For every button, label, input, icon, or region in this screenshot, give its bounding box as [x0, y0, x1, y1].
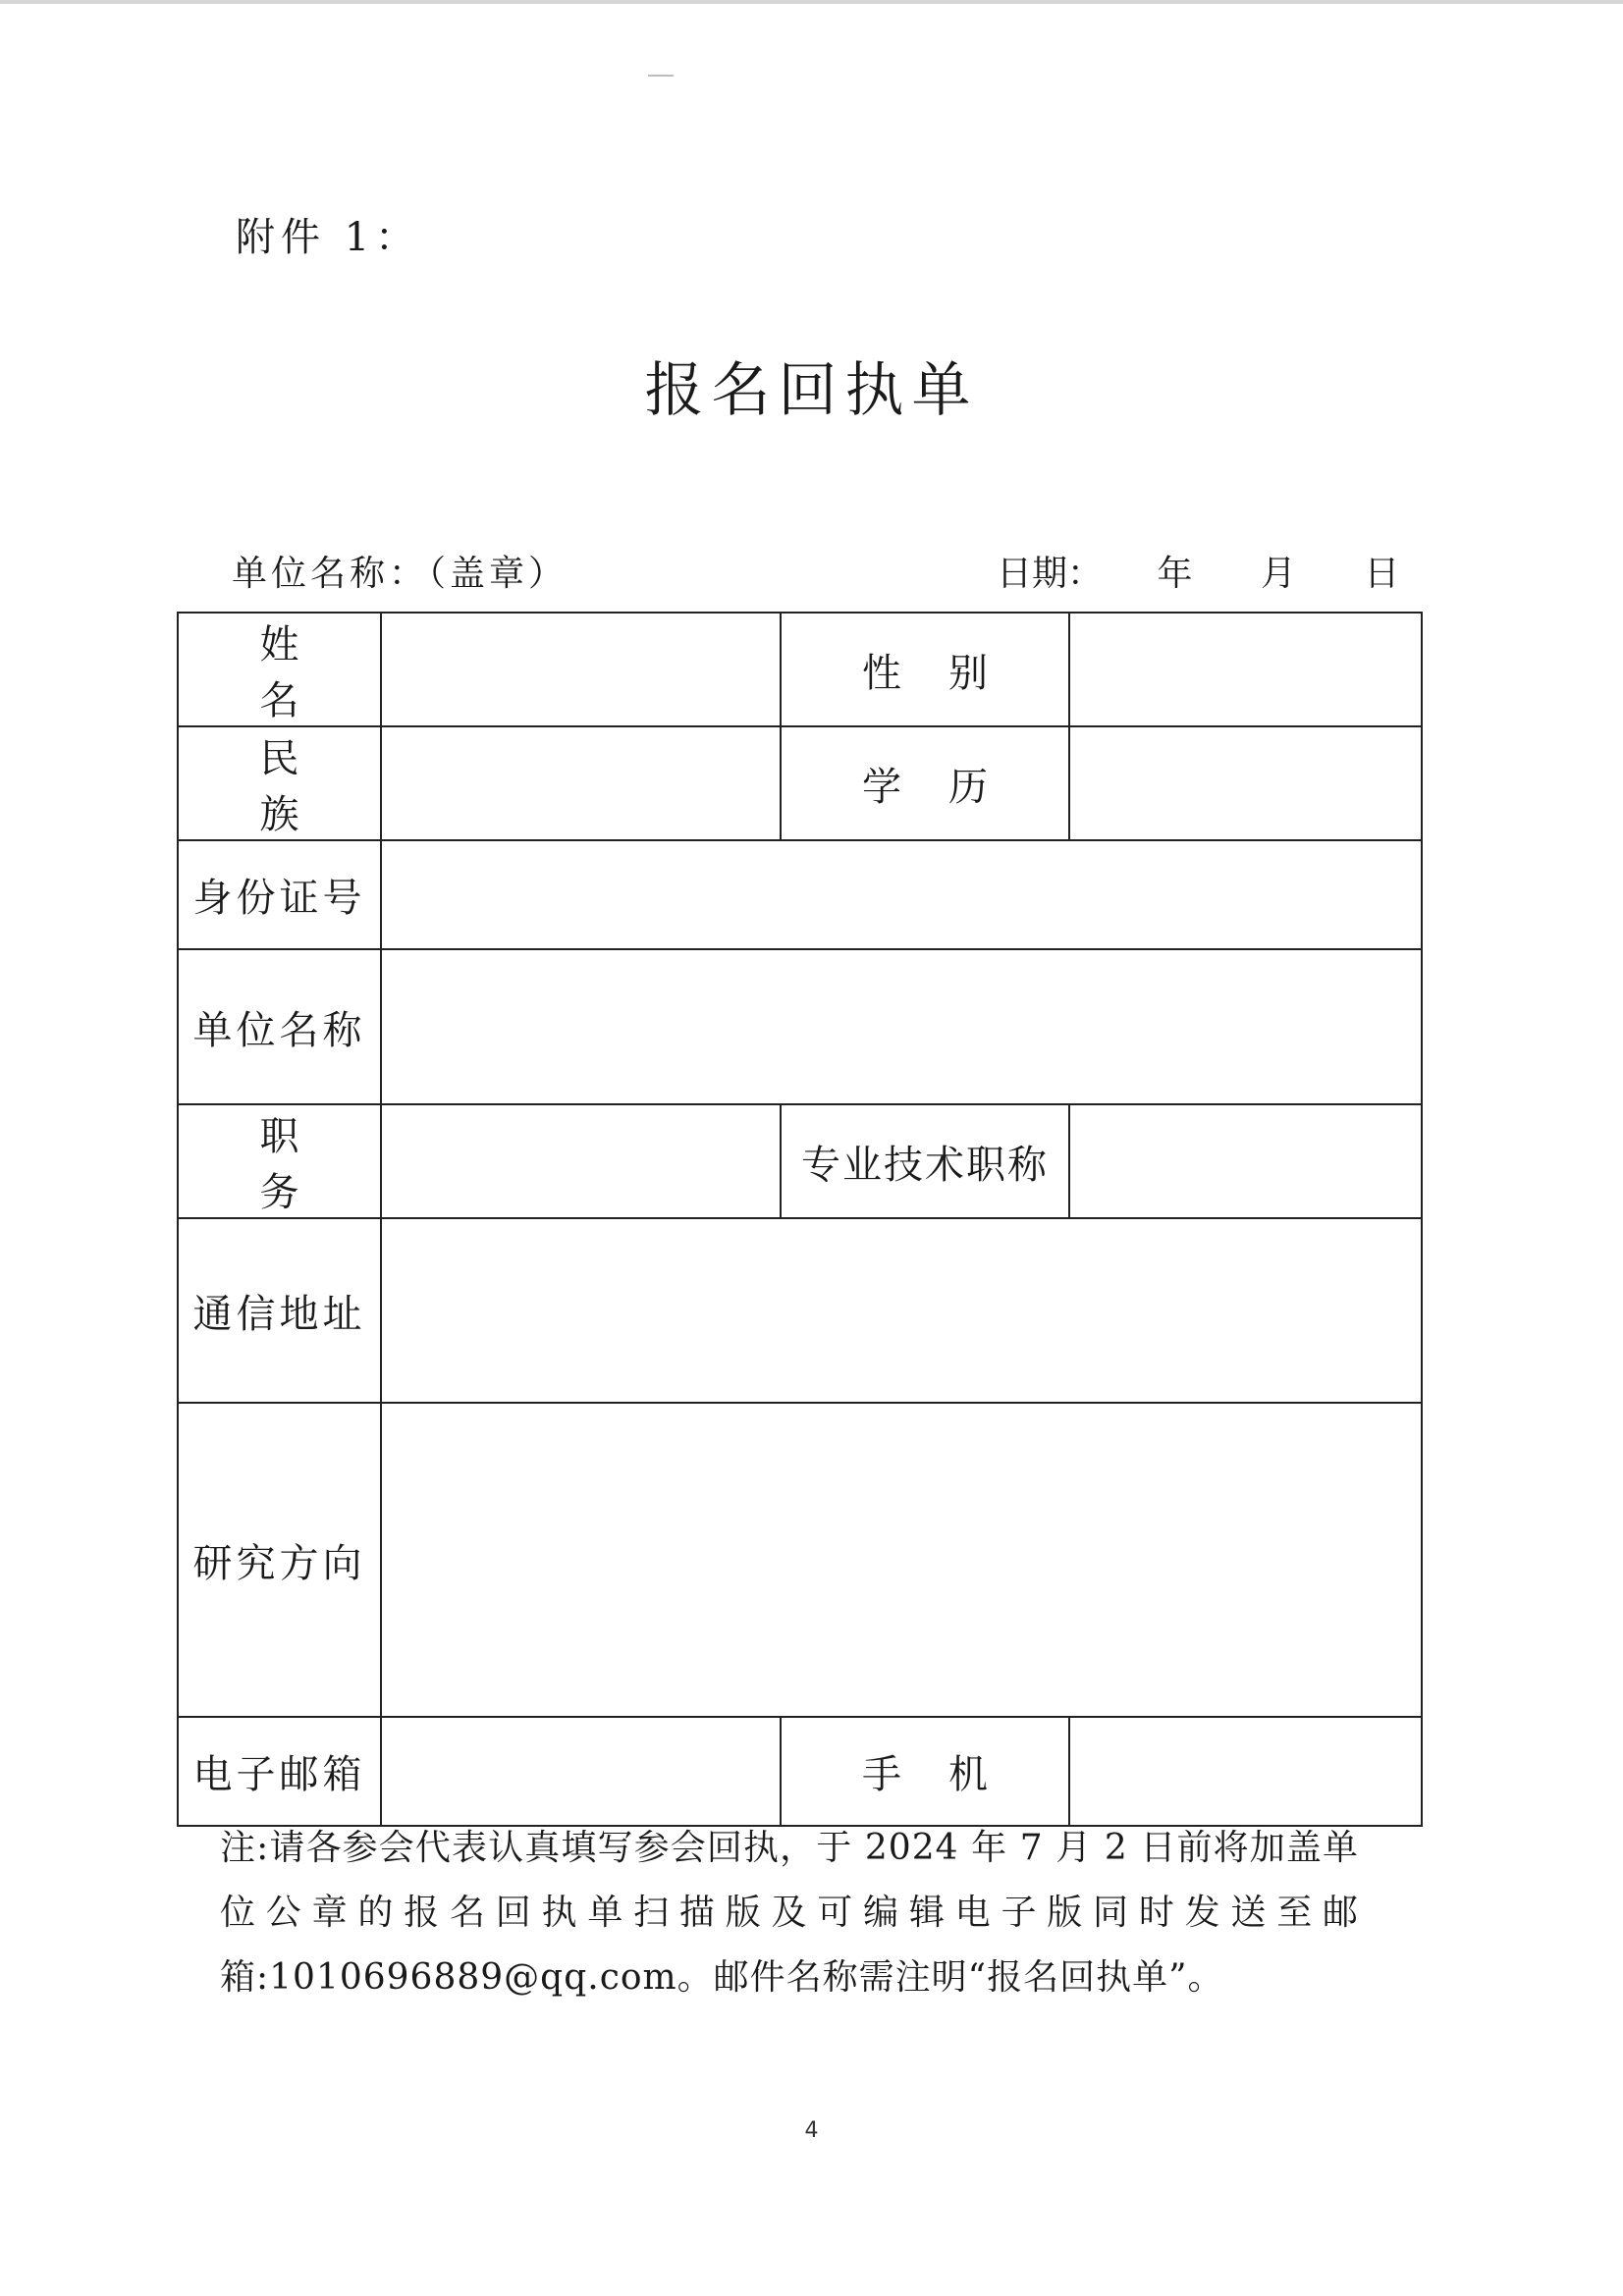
professional-title-label: 专业技术职称 [781, 1104, 1069, 1218]
date-label: 日期： [997, 554, 1104, 594]
table-row [178, 949, 1422, 1104]
email-label: 电子邮箱 [178, 1717, 381, 1826]
table-row [178, 613, 1422, 726]
education-label: 学历 [781, 726, 1069, 840]
address-label: 通信地址 [178, 1218, 381, 1403]
table-row [178, 1717, 1422, 1826]
table-row [178, 1104, 1422, 1218]
table-row [178, 1218, 1422, 1403]
ethnicity-label: 民族 [178, 726, 381, 840]
unit-name-label: 单位名称 [178, 949, 381, 1104]
date-year-label: 年 [1157, 554, 1193, 594]
phone-field[interactable] [1069, 1717, 1422, 1826]
phone-label: 手机 [781, 1717, 1069, 1826]
id-number-label: 身份证号 [178, 840, 381, 949]
scan-edge [0, 0, 1623, 4]
unit-name-field[interactable] [381, 949, 1422, 1104]
address-field[interactable] [381, 1218, 1422, 1403]
name-label: 姓名 [178, 613, 381, 726]
unit-stamp-label: 单位名称：（盖章） [232, 554, 568, 594]
table-row [178, 1403, 1422, 1717]
email-field[interactable] [381, 1717, 781, 1826]
attachment-label: 附件 1： [236, 215, 421, 260]
name-field[interactable] [381, 613, 781, 726]
gender-field[interactable] [1069, 613, 1422, 726]
submission-note: 注:请各参会代表认真填写参会回执，于 2024 年 7 月 2 日前将加盖单位公章的报名回执单扫描版及可编辑电子版同时发送至邮箱:1010696889@qq.com。邮件名称需注明“报名回执单”。 [220, 1828, 1359, 1998]
table-row [178, 726, 1422, 840]
gender-label: 性别 [781, 613, 1069, 726]
research-direction-field[interactable] [381, 1403, 1422, 1717]
document-title: 报名回执单 [644, 356, 979, 425]
date-day-label: 日 [1364, 554, 1400, 594]
professional-title-field[interactable] [1069, 1104, 1422, 1218]
education-field[interactable] [1069, 726, 1422, 840]
scan-mark [648, 75, 674, 77]
date-line [997, 546, 1399, 596]
research-direction-label: 研究方向 [178, 1403, 381, 1717]
date-month-label: 月 [1260, 554, 1296, 594]
ethnicity-field[interactable] [381, 726, 781, 840]
table-row [178, 840, 1422, 949]
position-field[interactable] [381, 1104, 781, 1218]
page-number: 4 [804, 2118, 819, 2143]
registration-form-table [177, 612, 1423, 1827]
id-number-field[interactable] [381, 840, 1422, 949]
position-label: 职务 [178, 1104, 381, 1218]
